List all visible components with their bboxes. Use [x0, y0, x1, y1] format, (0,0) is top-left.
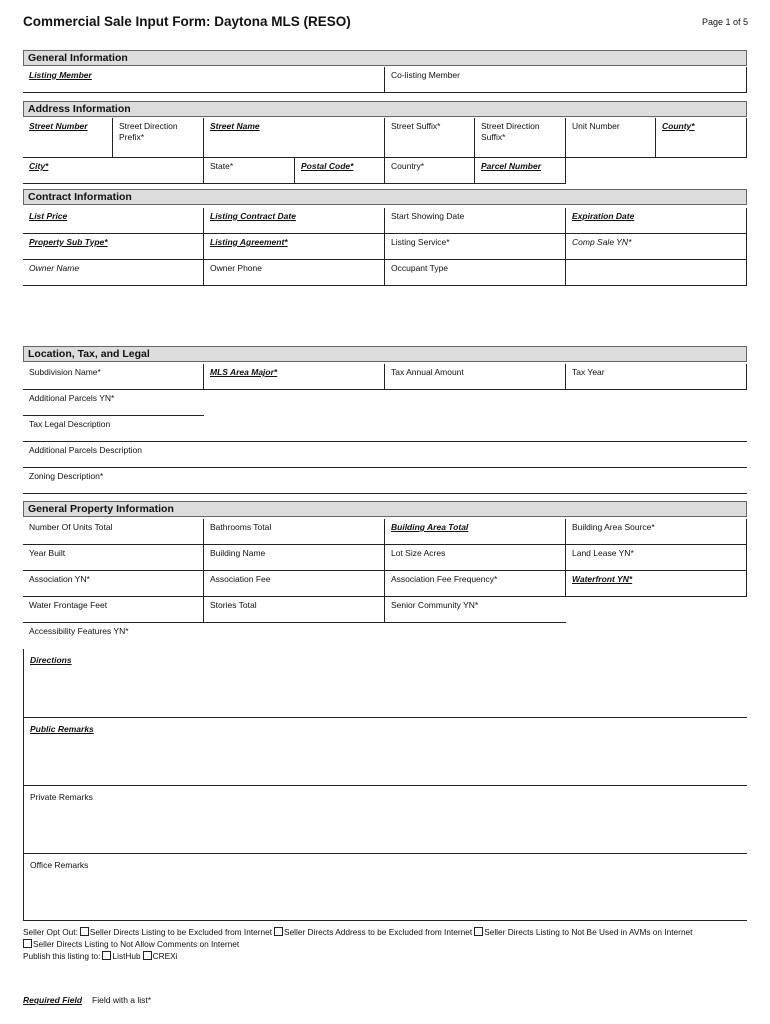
expiration-date-field[interactable] — [566, 208, 747, 234]
publish-label: Publish this listing to: — [23, 951, 101, 961]
street-name-field[interactable] — [204, 118, 385, 158]
owner-name-field[interactable] — [23, 260, 204, 286]
opt-out-option-2: Seller Directs Address to be Excluded from Internet — [284, 927, 473, 937]
building-area-total-field[interactable] — [385, 519, 566, 545]
stories-total-label: Stories Total — [210, 600, 257, 610]
street-direction-prefix-field[interactable] — [113, 118, 204, 158]
list-price-field[interactable] — [23, 208, 204, 234]
public-remarks-field[interactable] — [23, 718, 747, 786]
crexi-checkbox[interactable] — [143, 951, 152, 960]
page-number: Page 1 of 5 — [701, 17, 748, 27]
street-name-label: Street Name — [210, 121, 260, 131]
office-remarks-label: Office Remarks — [30, 860, 89, 870]
expiration-date-label: Expiration Date — [572, 211, 635, 221]
city-field[interactable] — [23, 158, 204, 184]
country-label: Country* — [391, 161, 425, 171]
association-fee-field[interactable] — [204, 571, 385, 597]
street-direction-prefix-label: Street Direction Prefix* — [119, 121, 178, 142]
list-price-label: List Price — [29, 211, 68, 221]
stories-total-field[interactable] — [204, 597, 385, 623]
directions-field[interactable] — [23, 649, 747, 718]
owner-phone-field[interactable] — [204, 260, 385, 286]
mls-area-major-label: MLS Area Major* — [210, 367, 278, 377]
tax-year-field[interactable] — [566, 364, 747, 390]
opt-out-checkbox-2[interactable] — [274, 927, 283, 936]
listing-member-field[interactable] — [23, 67, 385, 93]
accessibility-features-yn-label: Accessibility Features YN* — [29, 626, 129, 636]
street-direction-suffix-label: Street Direction Suffix* — [481, 121, 540, 142]
state-label: State* — [210, 161, 234, 171]
zoning-description-label: Zoning Description* — [29, 471, 104, 481]
seller-opt-out-row-2 — [23, 938, 239, 950]
directions-label: Directions — [30, 655, 72, 665]
listhub-label: ListHub — [112, 951, 141, 961]
year-built-field[interactable] — [23, 545, 204, 571]
waterfront-yn-field[interactable] — [566, 571, 747, 597]
association-fee-frequency-field[interactable] — [385, 571, 566, 597]
office-remarks-field[interactable] — [23, 854, 747, 921]
opt-out-checkbox-4[interactable] — [23, 939, 32, 948]
comp-sale-yn-field[interactable] — [566, 234, 747, 260]
seller-opt-out-row — [23, 926, 692, 938]
section-location-tax-legal: Location, Tax, and Legal — [23, 346, 747, 362]
association-fee-label: Association Fee — [210, 574, 271, 584]
number-of-units-total-label: Number Of Units Total — [29, 522, 113, 532]
listing-contract-date-field[interactable] — [204, 208, 385, 234]
senior-community-yn-label: Senior Community YN* — [391, 600, 479, 610]
mls-area-major-field[interactable] — [204, 364, 385, 390]
water-frontage-feet-label: Water Frontage Feet — [29, 600, 108, 610]
listing-member-label: Listing Member — [29, 70, 92, 80]
section-address-information: Address Information — [23, 101, 747, 117]
bathrooms-total-label: Bathrooms Total — [210, 522, 272, 532]
county-label: County* — [662, 121, 695, 131]
lot-size-acres-field[interactable] — [385, 545, 566, 571]
start-showing-date-field[interactable] — [385, 208, 566, 234]
year-built-label: Year Built — [29, 548, 66, 558]
water-frontage-feet-field[interactable] — [23, 597, 204, 623]
property-sub-type-field[interactable] — [23, 234, 204, 260]
building-name-label: Building Name — [210, 548, 266, 558]
street-suffix-label: Street Suffix* — [391, 121, 441, 131]
owner-name-label: Owner Name — [29, 263, 80, 273]
association-yn-label: Association YN* — [29, 574, 90, 584]
section-contract-information: Contract Information — [23, 189, 747, 205]
state-field[interactable] — [204, 158, 295, 184]
subdivision-name-label: Subdivision Name* — [29, 367, 101, 377]
land-lease-yn-label: Land Lease YN* — [572, 548, 634, 558]
listing-service-field[interactable] — [385, 234, 566, 260]
land-lease-yn-field[interactable] — [566, 545, 747, 571]
street-number-label: Street Number — [29, 121, 88, 131]
zoning-description-field[interactable] — [23, 468, 747, 494]
unit-number-field[interactable] — [566, 118, 656, 158]
tax-annual-amount-field[interactable] — [385, 364, 566, 390]
publish-row — [23, 950, 178, 962]
building-area-source-label: Building Area Source* — [572, 522, 655, 532]
opt-out-checkbox-3[interactable] — [474, 927, 483, 936]
private-remarks-label: Private Remarks — [30, 792, 93, 802]
legend-list-field: Field with a list* — [92, 995, 152, 1005]
building-area-total-label: Building Area Total — [391, 522, 469, 532]
seller-opt-out-label: Seller Opt Out: — [23, 927, 78, 937]
blank-contract-field[interactable] — [566, 260, 747, 286]
opt-out-option-4: Seller Directs Listing to Not Allow Comments on Internet — [33, 939, 240, 949]
occupant-type-label: Occupant Type — [391, 263, 449, 273]
tax-annual-amount-label: Tax Annual Amount — [391, 367, 464, 377]
comp-sale-yn-label: Comp Sale YN* — [572, 237, 632, 247]
building-name-field[interactable] — [204, 545, 385, 571]
public-remarks-label: Public Remarks — [30, 724, 94, 734]
co-listing-member-label: Co-listing Member — [391, 70, 460, 80]
additional-parcels-description-field[interactable] — [23, 442, 747, 468]
unit-number-label: Unit Number — [572, 121, 620, 131]
additional-parcels-yn-label: Additional Parcels YN* — [29, 393, 115, 403]
street-suffix-field[interactable] — [385, 118, 475, 158]
street-number-field[interactable] — [23, 118, 113, 158]
building-area-source-field[interactable] — [566, 519, 747, 545]
waterfront-yn-label: Waterfront YN* — [572, 574, 633, 584]
opt-out-checkbox-1[interactable] — [80, 927, 89, 936]
section-general-property-information: General Property Information — [23, 501, 747, 517]
form-title: Commercial Sale Input Form: Daytona MLS (RESO) — [23, 14, 351, 29]
postal-code-field[interactable] — [295, 158, 385, 184]
city-label: City* — [29, 161, 49, 171]
postal-code-label: Postal Code* — [301, 161, 354, 171]
accessibility-features-yn-field[interactable] — [23, 623, 747, 649]
opt-out-option-3: Seller Directs Listing to Not Be Used in AVMs on Internet — [484, 927, 693, 937]
tax-legal-description-field[interactable] — [23, 416, 747, 442]
start-showing-date-label: Start Showing Date — [391, 211, 465, 221]
listing-agreement-label: Listing Agreement* — [210, 237, 288, 247]
subdivision-name-field[interactable] — [23, 364, 204, 390]
association-fee-frequency-label: Association Fee Frequency* — [391, 574, 498, 584]
street-direction-suffix-field[interactable] — [475, 118, 566, 158]
listing-agreement-field[interactable] — [204, 234, 385, 260]
parcel-number-label: Parcel Number — [481, 161, 541, 171]
county-field[interactable] — [656, 118, 747, 158]
listing-contract-date-label: Listing Contract Date — [210, 211, 296, 221]
country-field[interactable] — [385, 158, 475, 184]
crexi-label: CREXi — [152, 951, 178, 961]
opt-out-option-1: Seller Directs Listing to be Excluded from Internet — [89, 927, 273, 937]
additional-parcels-description-label: Additional Parcels Description — [29, 445, 142, 455]
occupant-type-field[interactable] — [385, 260, 566, 286]
owner-phone-label: Owner Phone — [210, 263, 262, 273]
tax-year-label: Tax Year — [572, 367, 605, 377]
section-general-information: General Information — [23, 50, 747, 66]
tax-legal-description-label: Tax Legal Description — [29, 419, 111, 429]
property-sub-type-label: Property Sub Type* — [29, 237, 108, 247]
co-listing-member-field[interactable] — [385, 67, 747, 93]
parcel-number-field[interactable] — [475, 158, 566, 184]
additional-parcels-yn-field[interactable] — [23, 390, 204, 416]
number-of-units-total-field[interactable] — [23, 519, 204, 545]
listing-service-label: Listing Service* — [391, 237, 450, 247]
lot-size-acres-label: Lot Size Acres — [391, 548, 446, 558]
private-remarks-field[interactable] — [23, 786, 747, 854]
legend — [23, 995, 151, 1005]
association-yn-field[interactable] — [23, 571, 204, 597]
listhub-checkbox[interactable] — [102, 951, 111, 960]
legend-required-field: Required Field — [23, 995, 83, 1005]
senior-community-yn-field[interactable] — [385, 597, 566, 623]
bathrooms-total-field[interactable] — [204, 519, 385, 545]
